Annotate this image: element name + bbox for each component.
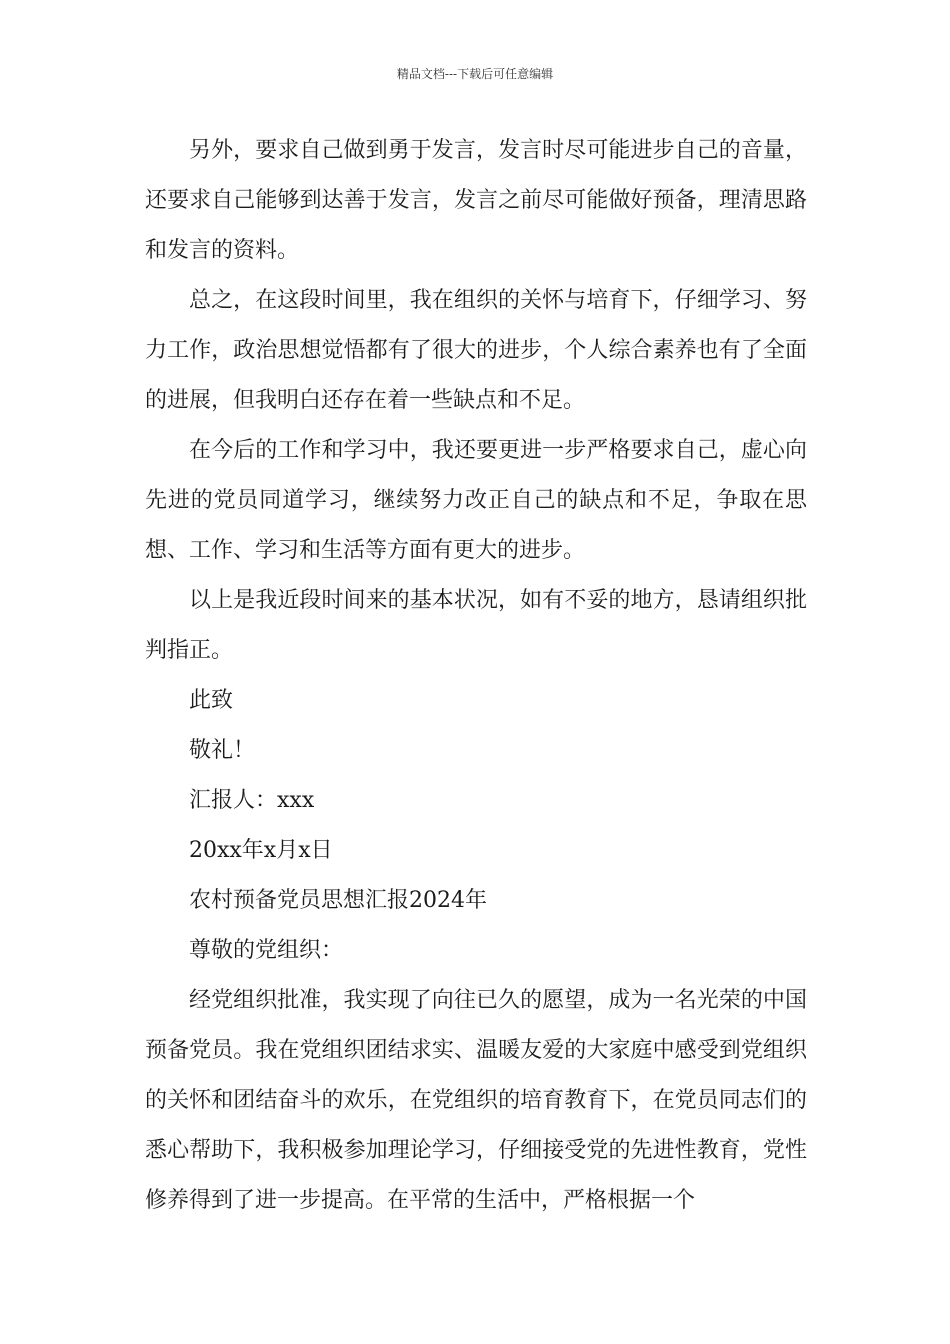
paragraph-intro: 经党组织批准，我实现了向往已久的愿望，成为一名光荣的中国预备党员。我在党组织团结求实、温暖友爱的大家庭中感受到党组织的关怀和团结奋斗的欢乐，在党组织的培育教育下，在党员同志们的悉心帮助下，我积极参加理论学习，仔细接受党的先进性教育，党性修养得到了进一步提高。在平常的生活中，严格根据一个 <box>145 988 807 1213</box>
salutation-jing-li: 敬礼！ <box>189 738 256 763</box>
paragraph-summary: 总之，在这段时间里，我在组织的关怀与培育下，仔细学习、努力工作，政治思想觉悟都有了很大的进步，个人综合素养也有了全面的进展，但我明白还存在着一些缺点和不足。 <box>145 288 807 413</box>
salutation-ci-zhi: 此致 <box>189 688 234 713</box>
section-title: 农村预备党员思想汇报2024年 <box>189 888 487 913</box>
page-header: 精品文档---下载后可任意编辑 <box>396 67 554 81</box>
greeting: 尊敬的党组织： <box>189 938 344 963</box>
paragraph-future: 在今后的工作和学习中，我还要更进一步严格要求自己，虚心向先进的党员同道学习，继续努力改正自己的缺点和不足，争取在思想、工作、学习和生活等方面有更大的进步。 <box>145 438 807 563</box>
paragraph-speaking: 另外，要求自己做到勇于发言，发言时尽可能进步自己的音量，还要求自己能够到达善于发言，发言之前尽可能做好预备，理清思路和发言的资料。 <box>145 138 807 263</box>
report-date: 20xx年x月x日 <box>189 838 333 863</box>
reporter-signature: 汇报人：xxx <box>189 788 315 813</box>
paragraph-closing-request: 以上是我近段时间来的基本状况，如有不妥的地方，恳请组织批判指正。 <box>145 588 807 663</box>
document-body <box>145 126 807 1226</box>
